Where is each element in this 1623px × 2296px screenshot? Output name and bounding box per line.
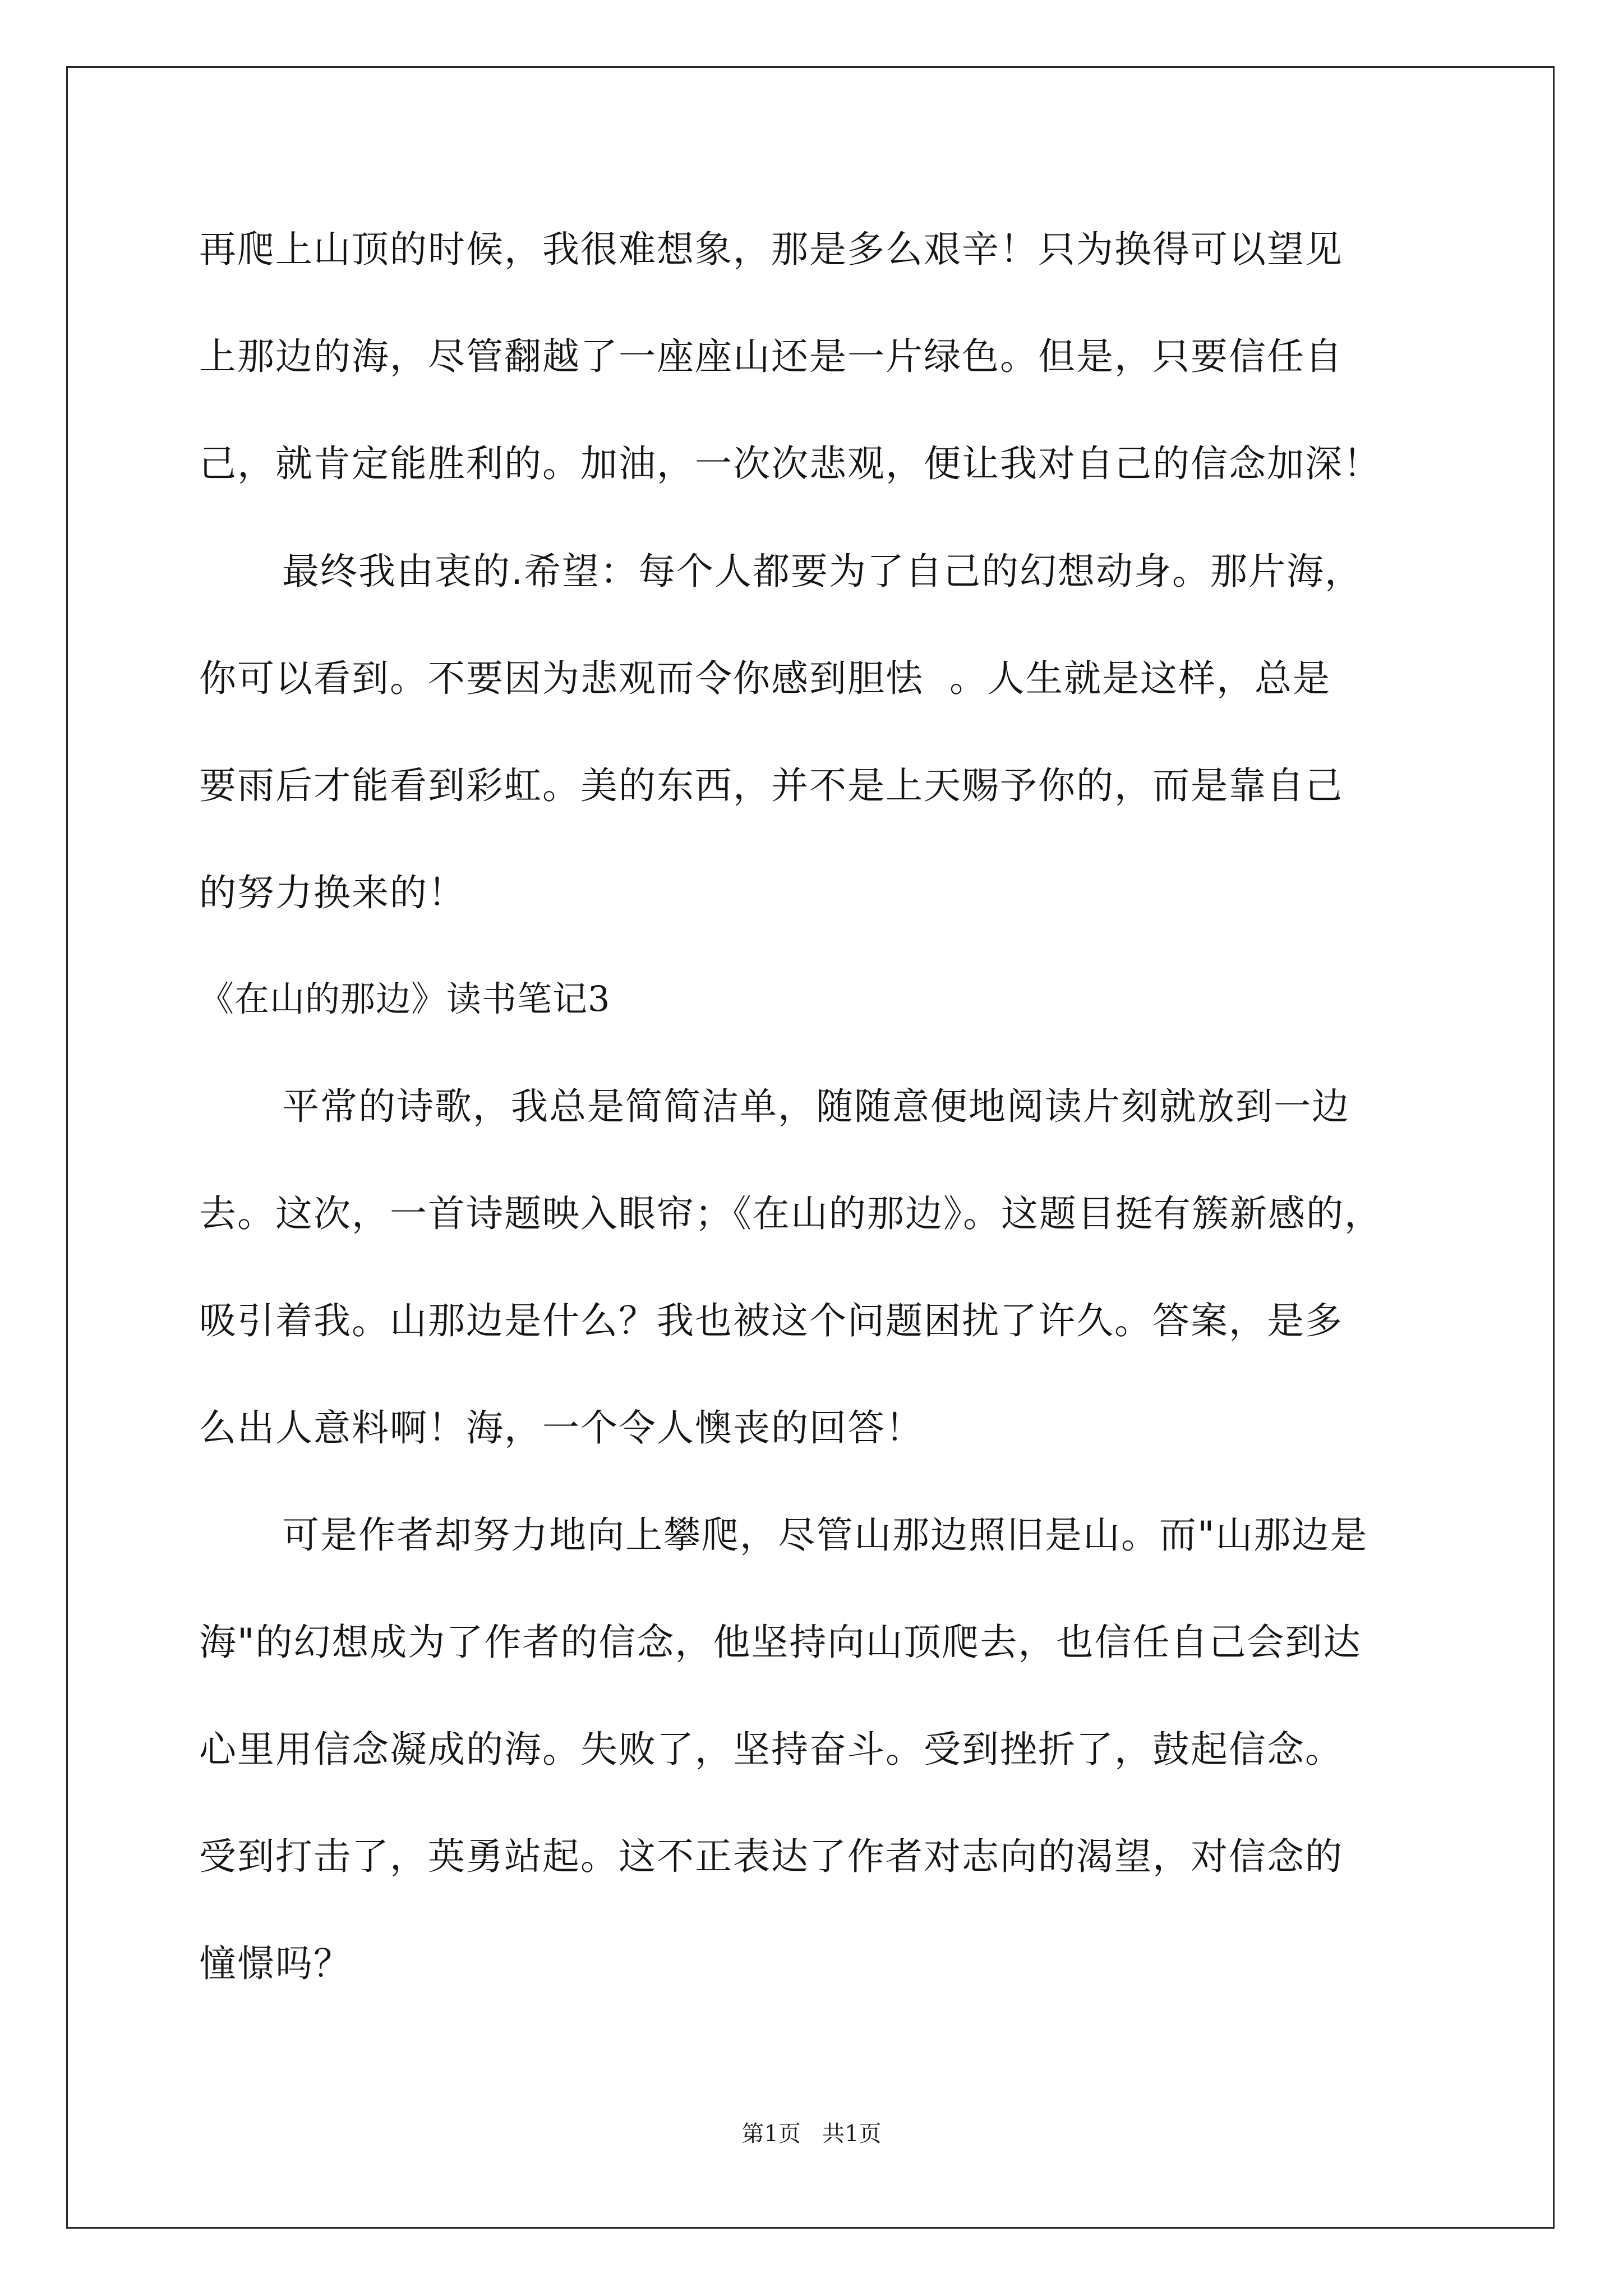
body-text-line: 己，就肯定能胜利的。加油，一次次悲观，便让我对自己的信念加深！: [199, 442, 1381, 485]
body-text-line: 海"的幻想成为了作者的信念，他坚持向山顶爬去，也信任自己会到达: [199, 1621, 1362, 1664]
body-text-line: 去。这次，一首诗题映入眼帘；《在山的那边》。这题目挺有簇新感的，: [199, 1192, 1382, 1235]
body-text-line: 的努力换来的！: [199, 871, 466, 914]
paragraph-first-line: 最终我由衷的.希望：每个人都要为了自己的幻想动身。那片海，: [282, 550, 1363, 593]
body-text-line: 憧憬吗？: [199, 1942, 352, 1985]
paragraph-first-line: 可是作者却努力地向上攀爬，尽管山那边照旧是山。而"山那边是: [282, 1513, 1368, 1557]
section-heading: 《在山的那边》读书笔记3: [199, 978, 611, 1019]
body-text-line: 再爬上山顶的时候，我很难想象，那是多么艰辛！只为换得可以望见: [199, 228, 1343, 271]
body-text-line: 要雨后才能看到彩虹。美的东西，并不是上天赐予你的，而是靠自己: [199, 764, 1343, 807]
body-text-line: 上那边的海，尽管翻越了一座座山还是一片绿色。但是，只要信任自: [199, 335, 1343, 378]
paragraph-first-line: 平常的诗歌，我总是简简洁单，随随意便地阅读片刻就放到一边: [282, 1085, 1350, 1128]
page-border: [66, 66, 1555, 2229]
page-footer: 第1页 共1页: [741, 2121, 882, 2147]
body-text-line: 受到打击了，英勇站起。这不正表达了作者对志向的渴望，对信念的: [199, 1835, 1343, 1878]
body-text-line: 么出人意料啊！海，一个令人懊丧的回答！: [199, 1406, 924, 1450]
body-text-line: 你可以看到。不要因为悲观而令你感到胆怯 。人生就是这样，总是: [199, 657, 1331, 700]
body-text-line: 心里用信念凝成的海。失败了，坚持奋斗。受到挫折了，鼓起信念。: [199, 1728, 1343, 1771]
body-text-line: 吸引着我。山那边是什么？我也被这个问题困扰了许久。答案，是多: [199, 1299, 1343, 1342]
